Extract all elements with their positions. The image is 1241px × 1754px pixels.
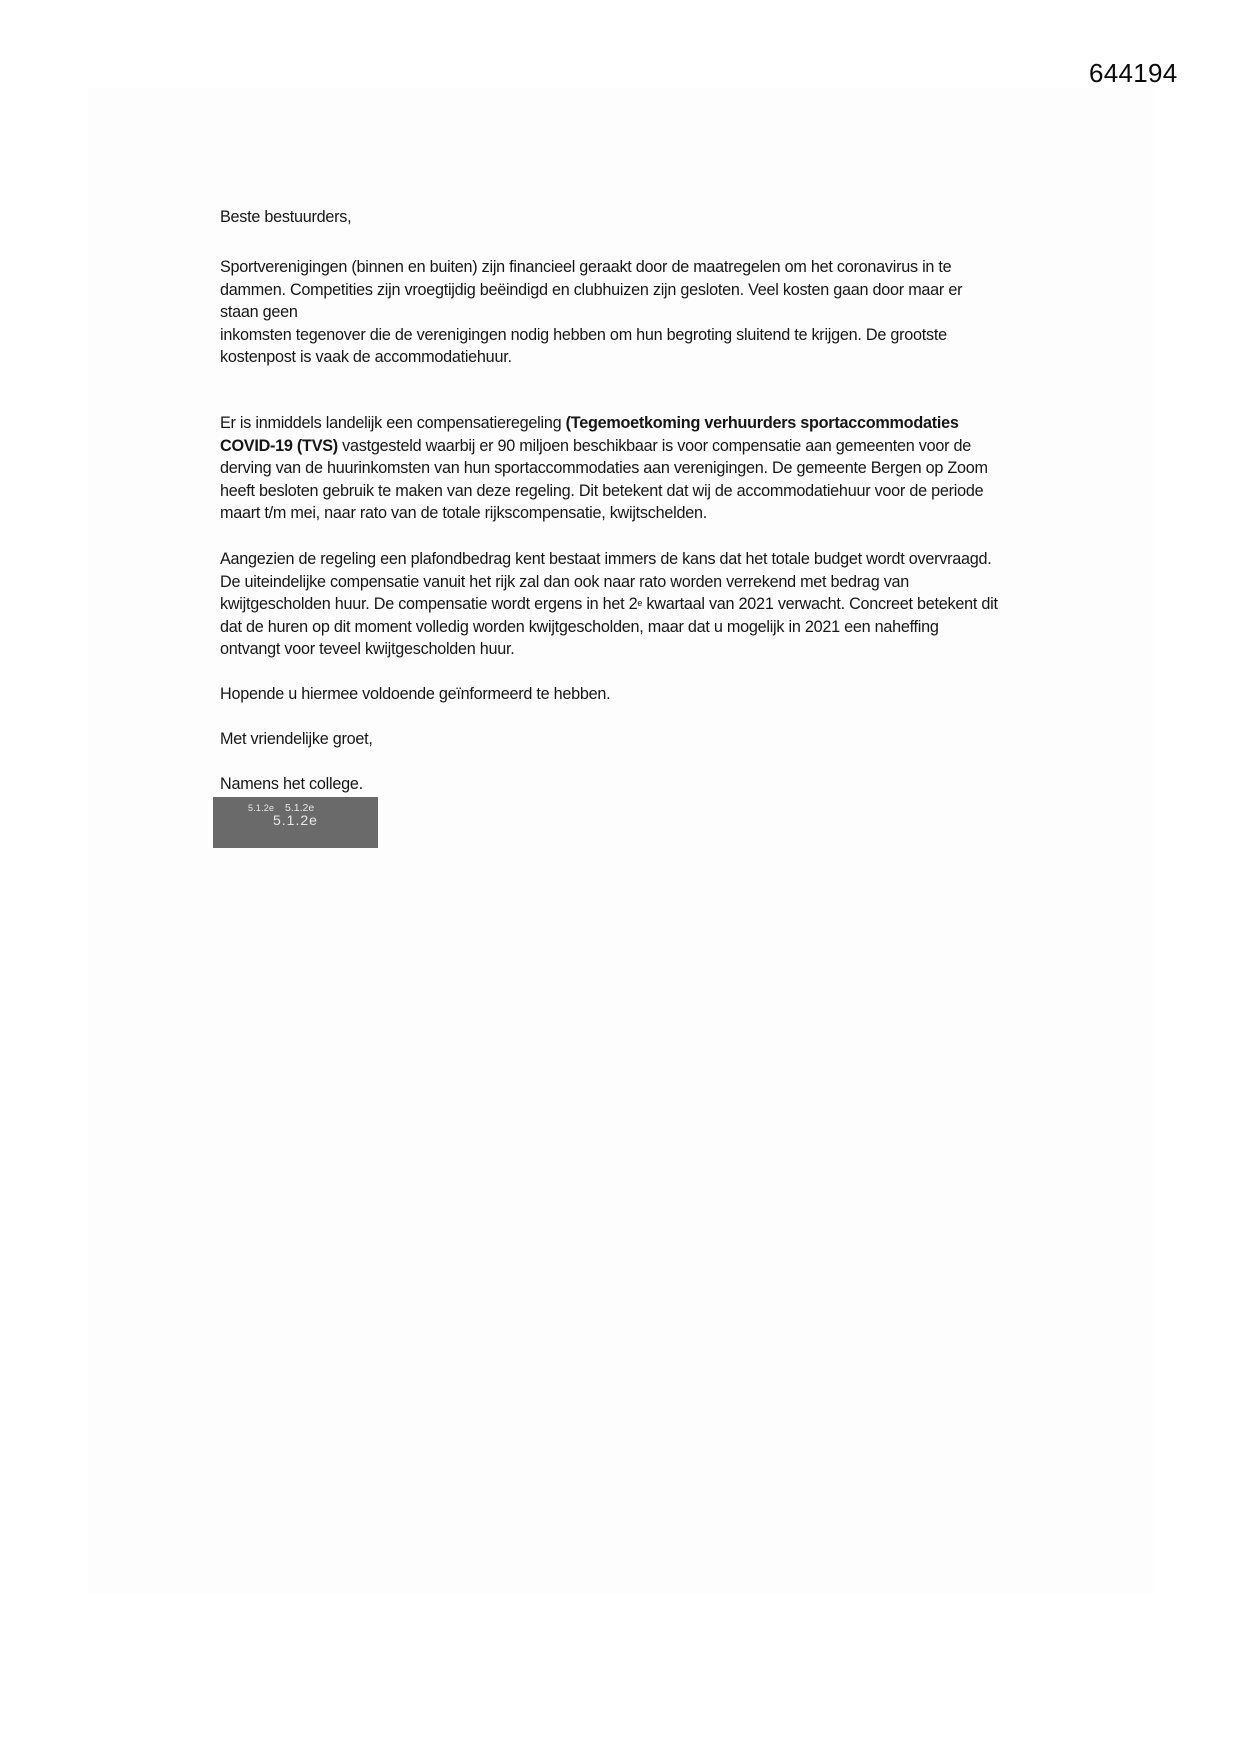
paragraph-informed: Hopende u hiermee voldoende geïnformeerd te hebben. bbox=[220, 685, 611, 703]
salutation: Beste bestuurders, bbox=[220, 208, 352, 226]
paragraph-line: inkomsten tegenover die de verenigingen nodig hebben om hun begroting sluitend te krijgen. De grootste bbox=[220, 325, 947, 344]
paragraph-line: heeft besloten gebruik te maken van deze regeling. Dit betekent dat wij de accommodatiehuur voor de periode bbox=[220, 481, 984, 500]
scheme-name-bold: (Tegemoetkoming verhuurders sportaccommodaties bbox=[565, 414, 959, 432]
paragraph-line: De uiteindelijke compensatie vanuit het rijk zal dan ook naar rato worden verrekend met bedrag van bbox=[220, 572, 910, 591]
paragraph-ceiling bbox=[220, 548, 1040, 661]
redaction-label-small: 5.1.2e bbox=[248, 803, 275, 813]
paragraph-line: Aangezien de regeling een plafondbedrag kent bestaat immers de kans dat het totale budget wordt overvraagd. bbox=[220, 550, 992, 568]
paragraph-line bbox=[220, 412, 1040, 435]
redaction-label-large: 5.1.2e bbox=[273, 812, 318, 828]
text-normal: Er is inmiddels landelijk een compensatieregeling bbox=[220, 414, 566, 432]
scheme-abbrev-bold: COVID-19 (TVS) bbox=[220, 436, 338, 455]
text-normal: vastgesteld waarbij er 90 miljoen beschikbaar is voor compensatie aan gemeenten voor de bbox=[337, 436, 972, 455]
redaction-box bbox=[213, 797, 378, 848]
paragraph-line: dat de huren op dit moment volledig worden kwijtgescholden, maar dat u mogelijk in 2021 een naheffing bbox=[220, 617, 939, 636]
closing-greeting: Met vriendelijke groet, bbox=[220, 730, 373, 748]
text-normal: kwartaal van 2021 verwacht. Concreet betekent dit bbox=[642, 595, 998, 614]
paragraph-line: ontvangt voor teveel kwijtgescholden huur. bbox=[220, 640, 515, 659]
paragraph-line: dammen. Competities zijn vroegtijdig beëindigd en clubhuizen zijn gesloten. Veel kosten gaan door maar er bbox=[220, 280, 963, 299]
paragraph-line: maart t/m mei, naar rato van de totale rijkscompensatie, kwijtschelden. bbox=[220, 504, 707, 523]
paragraph-line: kostenpost is vaak de accommodatiehuur. bbox=[220, 348, 512, 367]
paragraph-line bbox=[220, 435, 1040, 458]
paragraph-compensation-scheme bbox=[220, 412, 1040, 525]
paragraph-line: staan geen bbox=[220, 303, 298, 322]
document-number: 644194 bbox=[1089, 58, 1178, 88]
signoff: Namens het college. bbox=[220, 775, 363, 793]
paragraph-line: derving van de huurinkomsten van hun sportaccommodaties aan verenigingen. De gemeente Bergen op Zoom bbox=[220, 459, 988, 478]
paragraph-impact bbox=[220, 256, 1040, 369]
ordinal-superscript: e bbox=[637, 598, 643, 609]
paragraph-line: Sportverenigingen (binnen en buiten) zijn financieel geraakt door de maatregelen om het coronavirus in te bbox=[220, 258, 952, 276]
text-normal: kwijtgescholden huur. De compensatie wordt ergens in het 2 bbox=[220, 595, 638, 614]
redaction-label-medium: 5.1.2e bbox=[285, 802, 315, 814]
paragraph-line bbox=[220, 593, 1040, 616]
